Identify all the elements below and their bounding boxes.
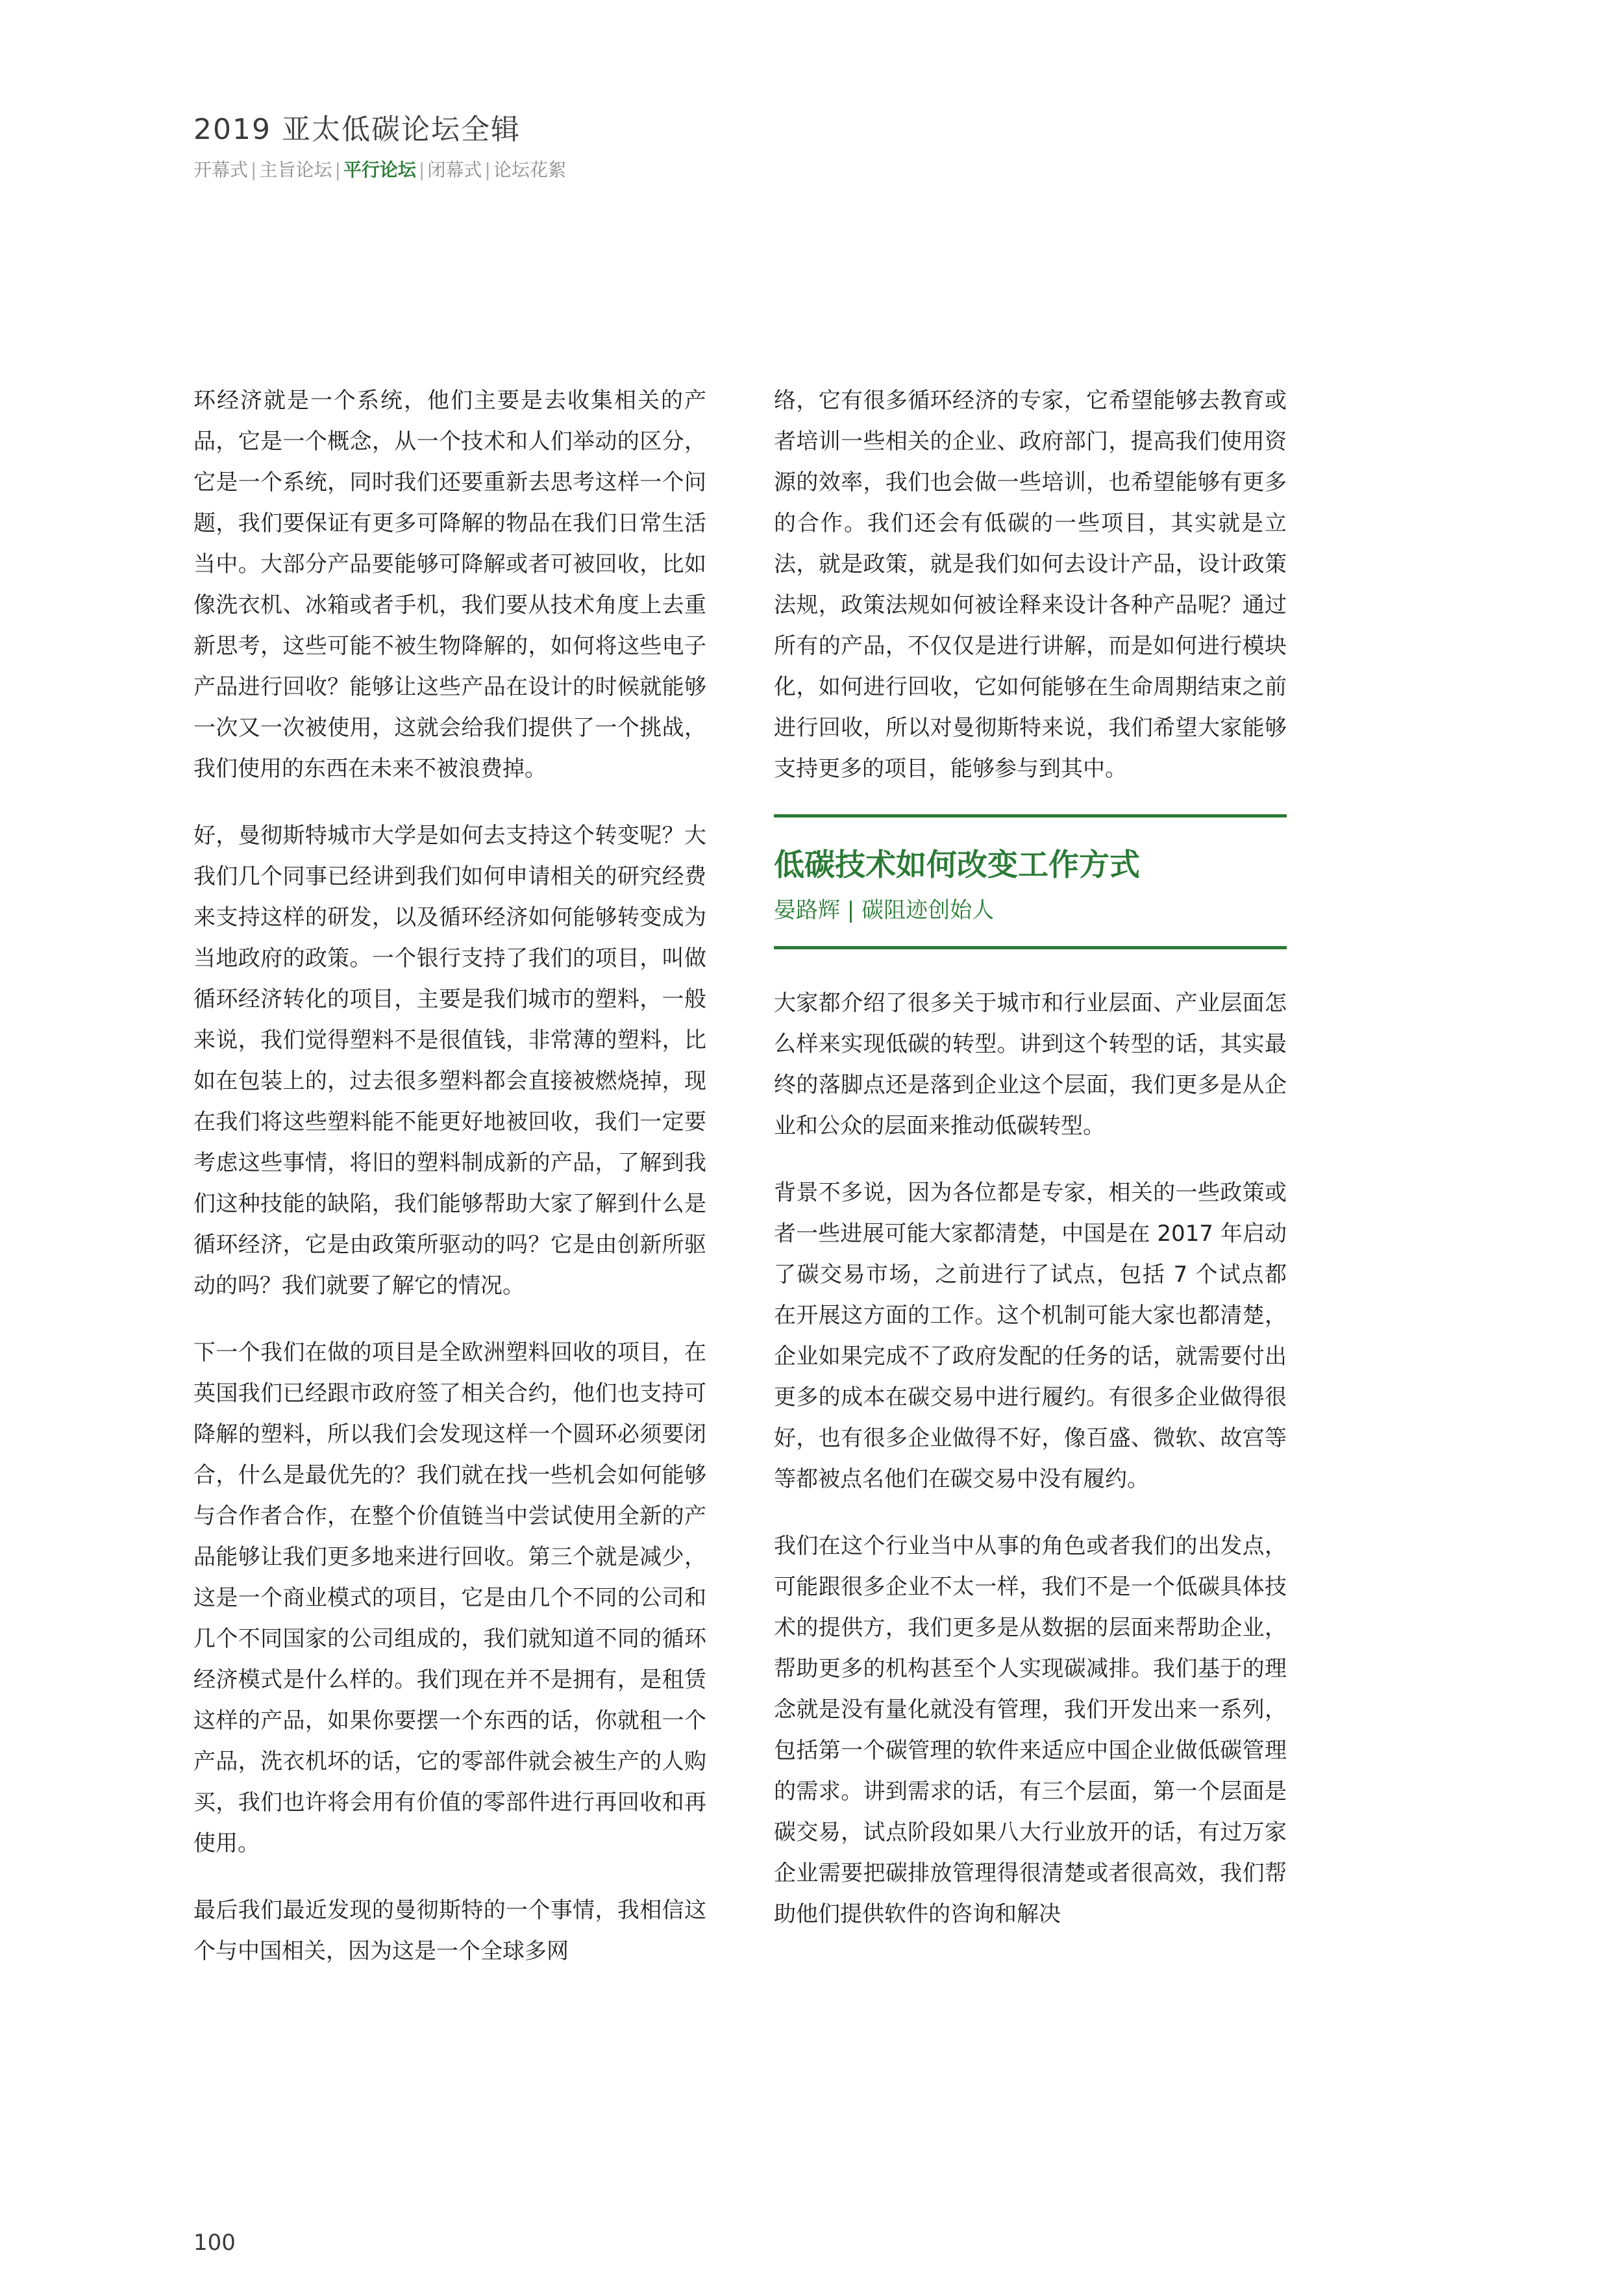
page-number: 100 xyxy=(193,2230,236,2256)
body-paragraph: 络，它有很多循环经济的专家，它希望能够去教育或者培训一些相关的企业、政府部门，提高我们使用资源的效率，我们也会做一些培训，也希望能够有更多的合作。我们还会有低碳的一些项目，其实就是立法，就是政策，就是我们如何去设计产品，设计政策法规，政策法规如何被诠释来设计各种产品呢？通过所有的产品，不仅仅是进行讲解，而是如何进行模块化，如何进行回收，它如何能够在生命周期结束之前进行回收，所以对曼彻斯特来说，我们希望大家能够支持更多的项目，能够参与到其中。 xyxy=(774,388,1287,782)
left-column xyxy=(193,381,706,1998)
body-paragraph: 下一个我们在做的项目是全欧洲塑料回收的项目，在英国我们已经跟市政府签了相关合约，他们也支持可降解的塑料，所以我们会发现这样一个圆环必须要闭合，什么是最优先的？我们就在找一些机会如何能够与合作者合作，在整个价值链当中尝试使用全新的产品能够让我们更多地来进行回收。第三个就是减少，这是一个商业模式的项目，它是由几个不同的公司和几个不同国家的公司组成的，我们就知道不同的循环经济模式是什么样的。我们现在并不是拥有，是租赁这样的产品，如果你要摆一个东西的话，你就租一个产品，洗衣机坏的话，它的零部件就会被生产的人购买，我们也许将会用有价值的零部件进行再回收和再使用。 xyxy=(193,1340,706,1856)
section-breadcrumb xyxy=(193,157,1427,183)
nav-separator: | xyxy=(334,159,341,181)
right-column xyxy=(774,381,1287,1961)
section-title: 低碳技术如何改变工作方式 xyxy=(774,847,1140,883)
section-divider-bottom xyxy=(774,946,1287,949)
page-header xyxy=(193,110,1427,183)
nav-item-closing: 闭幕式 xyxy=(427,159,482,181)
body-paragraph: 我们在这个行业当中从事的角色或者我们的出发点，可能跟很多企业不太一样，我们不是一个低碳具体技术的提供方，我们更多是从数据的层面来帮助企业，帮助更多的机构甚至个人实现碳减排。我们基于的理念就是没有量化就没有管理，我们开发出来一系列，包括第一个碳管理的软件来适应中国企业做低碳管理的需求。讲到需求的话，有三个层面，第一个层面是碳交易，试点阶段如果八大行业放开的话，有过万家企业需要把碳排放管理得很清楚或者很高效，我们帮助他们提供软件的咨询和解决 xyxy=(774,1533,1287,1927)
nav-item-parallel-forum: 平行论坛 xyxy=(343,159,416,181)
body-paragraph: 背景不多说，因为各位都是专家，相关的一些政策或者一些进展可能大家都清楚，中国是在 2017 年启动了碳交易市场，之前进行了试点，包括 7 个试点都在开展这方面的工作。这个机制可能大家也都清楚，企业如果完成不了政府发配的任务的话，就需要付出更多的成本在碳交易中进行履约。有很多企业做得很好，也有很多企业做得不好，像百盛、微软、故宫等等都被点名他们在碳交易中没有履约。 xyxy=(774,1180,1287,1492)
body-paragraph: 环经济就是一个系统，他们主要是去收集相关的产品，它是一个概念，从一个技术和人们举动的区分，它是一个系统，同时我们还要重新去思考这样一个问题，我们要保证有更多可降解的物品在我们日常生活当中。大部分产品要能够可降解或者可被回收，比如像洗衣机、冰箱或者手机，我们要从技术角度上去重新思考，这些可能不被生物降解的，如何将这些电子产品进行回收？能够让这些产品在设计的时候就能够一次又一次被使用，这就会给我们提供了一个挑战，我们使用的东西在未来不被浪费掉。 xyxy=(193,388,706,782)
nav-item-highlights: 论坛花絮 xyxy=(493,159,566,181)
nav-separator: | xyxy=(251,159,257,181)
document-title: 2019 亚太低碳论坛全辑 xyxy=(193,113,521,146)
body-paragraph: 好，曼彻斯特城市大学是如何去支持这个转变呢？大我们几个同事已经讲到我们如何申请相关的研究经费来支持这样的研发，以及循环经济如何能够转变成为当地政府的政策。一个银行支持了我们的项目，叫做循环经济转化的项目，主要是我们城市的塑料，一般来说，我们觉得塑料不是很值钱，非常薄的塑料，比如在包装上的，过去很多塑料都会直接被燃烧掉，现在我们将这些塑料能不能更好地被回收，我们一定要考虑这些事情，将旧的塑料制成新的产品，了解到我们这种技能的缺陷，我们能够帮助大家了解到什么是循环经济，它是由政策所驱动的吗？它是由创新所驱动的吗？我们就要了解它的情况。 xyxy=(193,823,706,1299)
nav-separator: | xyxy=(418,159,425,181)
body-paragraph: 最后我们最近发现的曼彻斯特的一个事情，我相信这个与中国相关，因为这是一个全球多网 xyxy=(193,1897,706,1964)
nav-item-keynote: 主旨论坛 xyxy=(259,159,332,181)
body-paragraph: 大家都介绍了很多关于城市和行业层面、产业层面怎么样来实现低碳的转型。讲到这个转型的话，其实最终的落脚点还是落到企业这个层面，我们更多是从企业和公众的层面来推动低碳转型。 xyxy=(774,990,1287,1139)
section-divider-top xyxy=(774,814,1287,817)
nav-item-opening: 开幕式 xyxy=(193,159,249,181)
nav-separator: | xyxy=(484,159,491,181)
speaker-byline: 晏路辉 | 碳阻迹创始人 xyxy=(774,897,995,923)
